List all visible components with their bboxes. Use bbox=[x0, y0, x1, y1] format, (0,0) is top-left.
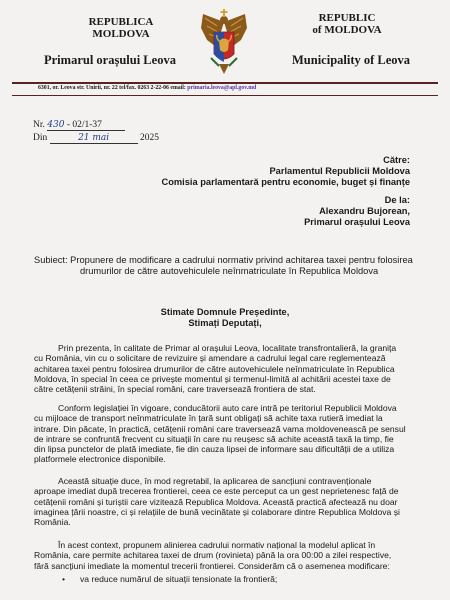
nr-suffix: - 02/1-37 bbox=[66, 120, 102, 130]
nr-field bbox=[47, 120, 125, 131]
recipient-label: Către: bbox=[383, 155, 410, 165]
paragraph-line: România, care permite achitarea taxei de drum (rovinieta) până la ora 00:00 a zilei respective, bbox=[34, 550, 392, 561]
paragraph-line: Conform legislației în vigoare, conducătorii auto care intră pe teritoriul Republicii Moldova bbox=[58, 403, 397, 413]
header-left-title: Primarul orașului Leova bbox=[44, 53, 176, 67]
paragraph-2 bbox=[34, 403, 422, 465]
paragraph-line: În acest context, propunem alinierea cadrului normativ național la modelul aplicat în bbox=[58, 540, 376, 550]
greeting-line2: Stimați Deputați, bbox=[188, 318, 262, 328]
subject bbox=[34, 255, 424, 277]
header-divider-top bbox=[12, 82, 438, 84]
paragraph-line: intrare. Din păcate, în practică, cetățenii români care traversează vama moldovenească pe sensul bbox=[34, 423, 406, 434]
address-text: 6301, or. Leova str. Unirii, nr. 22 tel/fax. 0263 2-22-06 bbox=[38, 85, 169, 91]
date-field bbox=[50, 133, 138, 144]
paragraph-3 bbox=[34, 476, 422, 527]
header-left bbox=[66, 16, 176, 40]
header-right-line2: of MOLDOVA bbox=[312, 24, 382, 36]
coat-of-arms-icon bbox=[197, 8, 251, 78]
subject-line1: Subiect: Propunere de modificare a cadrului normativ privind achitarea taxei pentru folosirea bbox=[34, 255, 413, 265]
paragraph-line: către cetățenii străini, în special români, care traversează frontiera de stat. bbox=[34, 384, 316, 395]
bullet-item bbox=[62, 574, 277, 584]
paragraph-line: Moldova, în special în ceea ce privește momentul și termenul-limită al achitării acestei taxe de bbox=[34, 373, 391, 384]
paragraph-line: cu România, vin cu o solicitare de revizuire și amendare a cadrului legal care reglementează bbox=[34, 353, 386, 364]
paragraph-line: România. bbox=[34, 517, 71, 528]
paragraph-line: din lipsa punctelor de plată imediate, fie din cauza lipsei de informare sau dificultății de a utiliza bbox=[34, 444, 395, 455]
header-right-line1: REPUBLIC bbox=[318, 12, 376, 24]
header-right bbox=[292, 12, 402, 36]
recipient-line2: Comisia parlamentară pentru economie, buget și finanțe bbox=[161, 177, 410, 187]
paragraph-line: imaginea țării noastre, ci și relațiile de bună vecinătate și colaborare dintre Republica Moldova și bbox=[34, 506, 400, 517]
bullet-dot-icon: • bbox=[62, 574, 66, 584]
greeting-line1: Stimate Domnule Președinte, bbox=[160, 307, 290, 317]
header-left-line1: REPUBLICA bbox=[88, 16, 154, 28]
date-handwritten: 21 mai bbox=[78, 133, 110, 143]
header-right-title: Municipality of Leova bbox=[292, 53, 411, 67]
subject-line2: drumurilor de către autovehiculele neînmatriculate în Republica Moldova bbox=[80, 266, 379, 276]
paragraph-line: Această situație duce, în mod regretabil, la aplicarea de sancțiuni contravenționale bbox=[58, 476, 372, 486]
header-divider-bottom bbox=[12, 95, 438, 96]
bullet-text: va reduce numărul de situații tensionate la frontieră; bbox=[80, 574, 278, 584]
sender-line1: Alexandru Bujorean, bbox=[319, 206, 410, 216]
sender-label: De la: bbox=[384, 195, 410, 205]
header-left-line2: MOLDOVA bbox=[92, 28, 150, 40]
nr-label: Nr. bbox=[33, 120, 45, 130]
recipient-line1: Parlamentul Republicii Moldova bbox=[269, 166, 410, 176]
nr-handwritten: 430 bbox=[47, 120, 65, 130]
recipient-block bbox=[162, 155, 411, 188]
sender-block bbox=[304, 195, 410, 228]
paragraph-1 bbox=[34, 343, 422, 394]
paragraph-line: Prin prezenta, în calitate de Primar al orașului Leova, localitate transfrontalieră, la granița bbox=[58, 343, 397, 353]
registration-date bbox=[33, 133, 159, 144]
registration-number bbox=[33, 120, 125, 131]
paragraph-line: cu mijloace de transport neînmatriculate în țară sunt obligați să achite taxa rutieră imediat la bbox=[34, 413, 383, 424]
din-label: Din bbox=[33, 133, 48, 143]
paragraph-line: aproape imediat după trecerea frontierei, ceea ce este perceput ca un gest neprietenesc față de bbox=[34, 486, 399, 497]
email-label: email: bbox=[170, 85, 186, 91]
paragraph-line: de intrare se confruntă frecvent cu situații în care nu reușesc să achite această taxă la timp, fie bbox=[34, 433, 394, 444]
header-address bbox=[38, 85, 418, 91]
email-link[interactable]: primaria.leova@apl.gov.md bbox=[187, 85, 257, 91]
date-year: 2025 bbox=[140, 133, 159, 143]
paragraph-line: cetățenii români și turiștii care vizitează Republica Moldova. Această practică afectează nu doar bbox=[34, 496, 398, 507]
sender-line2: Primarul orașului Leova bbox=[304, 217, 410, 227]
paragraph-line: platformele electronice disponibile. bbox=[34, 454, 166, 465]
paragraph-line: achitarea taxei pentru folosirea drumurilor de către autovehiculele neînmatriculate în Republica bbox=[34, 363, 395, 374]
paragraph-line: fără sancțiuni imediate la momentul trecerii frontierei. Considerăm că o asemenea modificare: bbox=[34, 560, 390, 571]
paragraph-4 bbox=[34, 540, 422, 571]
